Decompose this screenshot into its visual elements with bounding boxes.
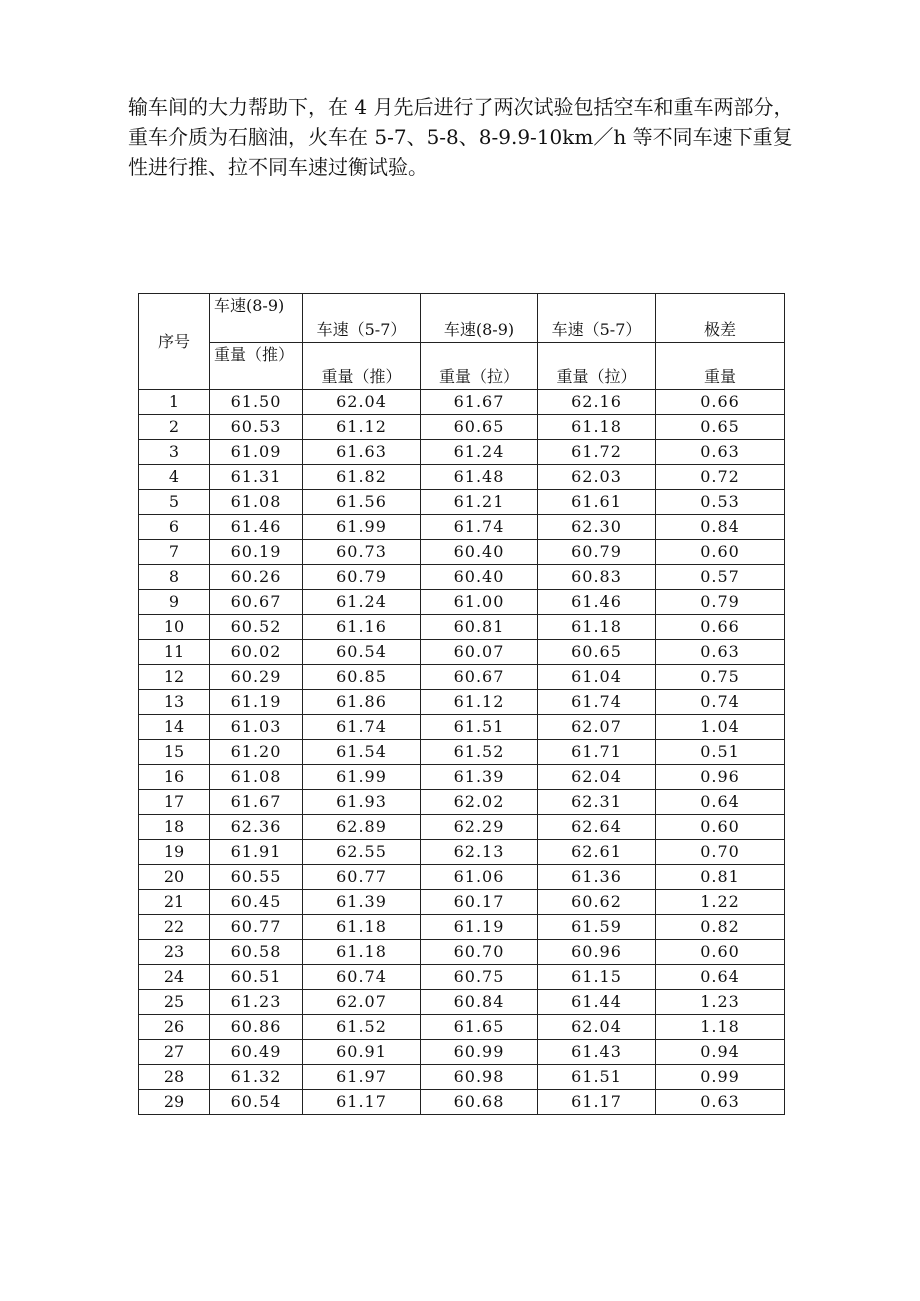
weighing-test-table (138, 293, 785, 1115)
weight-cell: 60.54 (210, 1090, 303, 1115)
range-cell: 1.18 (656, 1015, 785, 1040)
range-cell: 1.23 (656, 990, 785, 1015)
weight-cell: 62.04 (303, 390, 421, 415)
weight-cell: 60.40 (421, 540, 538, 565)
weight-cell: 60.65 (421, 415, 538, 440)
weight-cell: 60.54 (303, 640, 421, 665)
weight-cell: 60.81 (421, 615, 538, 640)
weight-cell: 61.17 (303, 1090, 421, 1115)
table-row (139, 690, 785, 715)
row-index-cell: 28 (139, 1065, 210, 1090)
weight-cell: 61.56 (303, 490, 421, 515)
weight-cell: 61.06 (421, 865, 538, 890)
table-row (139, 840, 785, 865)
row-index-cell: 7 (139, 540, 210, 565)
weight-cell: 61.00 (421, 590, 538, 615)
weight-cell: 61.18 (303, 940, 421, 965)
row-index-cell: 23 (139, 940, 210, 965)
weight-cell: 60.73 (303, 540, 421, 565)
weight-cell: 60.26 (210, 565, 303, 590)
intro-line: 性进行推、拉不同车速过衡试验。 (128, 155, 428, 179)
weight-cell: 61.97 (303, 1065, 421, 1090)
weight-cell: 62.13 (421, 840, 538, 865)
weight-cell: 61.86 (303, 690, 421, 715)
intro-line: 重车介质为石脑油，火车在 5-7、5-8、8-9.9-10km／h 等不同车速下重复 (128, 125, 793, 149)
weight-cell: 61.74 (303, 715, 421, 740)
weight-cell: 61.50 (210, 390, 303, 415)
weight-cell: 61.63 (303, 440, 421, 465)
weight-cell: 62.30 (538, 515, 656, 540)
weight-cell: 62.07 (303, 990, 421, 1015)
header-index: 序号 (139, 294, 210, 390)
table-row (139, 915, 785, 940)
weight-cell: 61.12 (303, 415, 421, 440)
weight-cell: 60.96 (538, 940, 656, 965)
header-weight: 重量（拉） (538, 343, 656, 390)
weight-cell: 61.67 (210, 790, 303, 815)
range-cell: 0.51 (656, 740, 785, 765)
range-cell: 0.63 (656, 440, 785, 465)
range-cell: 0.72 (656, 465, 785, 490)
weight-cell: 61.72 (538, 440, 656, 465)
weight-cell: 60.67 (421, 665, 538, 690)
intro-paragraph (128, 92, 808, 182)
weight-cell: 61.71 (538, 740, 656, 765)
header-speed: 车速(8-9) (210, 294, 303, 343)
weight-cell: 61.21 (421, 490, 538, 515)
header-weight: 重量（推） (210, 343, 303, 390)
weight-cell: 60.02 (210, 640, 303, 665)
row-index-cell: 19 (139, 840, 210, 865)
range-cell: 0.53 (656, 490, 785, 515)
weight-cell: 60.29 (210, 665, 303, 690)
table-row (139, 990, 785, 1015)
row-index-cell: 14 (139, 715, 210, 740)
row-index-cell: 2 (139, 415, 210, 440)
table-row (139, 390, 785, 415)
range-cell: 0.66 (656, 615, 785, 640)
table-row (139, 440, 785, 465)
range-cell: 1.22 (656, 890, 785, 915)
weight-cell: 61.18 (538, 615, 656, 640)
weight-cell: 61.12 (421, 690, 538, 715)
header-weight: 重量 (656, 343, 785, 390)
weight-cell: 61.93 (303, 790, 421, 815)
weight-cell: 62.36 (210, 815, 303, 840)
weight-cell: 60.85 (303, 665, 421, 690)
weight-cell: 61.09 (210, 440, 303, 465)
table-row (139, 415, 785, 440)
row-index-cell: 9 (139, 590, 210, 615)
table-row (139, 540, 785, 565)
range-cell: 0.70 (656, 840, 785, 865)
weight-cell: 61.54 (303, 740, 421, 765)
weight-cell: 60.52 (210, 615, 303, 640)
row-index-cell: 6 (139, 515, 210, 540)
row-index-cell: 22 (139, 915, 210, 940)
header-row-top (139, 294, 785, 343)
weight-cell: 61.74 (421, 515, 538, 540)
weight-cell: 60.74 (303, 965, 421, 990)
weight-cell: 60.67 (210, 590, 303, 615)
row-index-cell: 18 (139, 815, 210, 840)
row-index-cell: 1 (139, 390, 210, 415)
range-cell: 0.57 (656, 565, 785, 590)
weight-cell: 61.18 (303, 915, 421, 940)
row-index-cell: 4 (139, 465, 210, 490)
weight-cell: 61.19 (421, 915, 538, 940)
weight-cell: 61.44 (538, 990, 656, 1015)
range-cell: 0.60 (656, 940, 785, 965)
weight-cell: 61.59 (538, 915, 656, 940)
range-cell: 0.66 (656, 390, 785, 415)
weight-cell: 61.51 (538, 1065, 656, 1090)
range-cell: 0.99 (656, 1065, 785, 1090)
weight-cell: 62.61 (538, 840, 656, 865)
range-cell: 0.63 (656, 1090, 785, 1115)
weight-cell: 60.84 (421, 990, 538, 1015)
table-row (139, 1090, 785, 1115)
weight-cell: 60.91 (303, 1040, 421, 1065)
table-row (139, 640, 785, 665)
weight-cell: 61.82 (303, 465, 421, 490)
weight-cell: 61.46 (210, 515, 303, 540)
header-range: 极差 (656, 294, 785, 343)
weight-cell: 61.52 (303, 1015, 421, 1040)
range-cell: 0.74 (656, 690, 785, 715)
weight-cell: 60.86 (210, 1015, 303, 1040)
table-row (139, 815, 785, 840)
range-cell: 0.63 (656, 640, 785, 665)
table-row (139, 665, 785, 690)
range-cell: 0.84 (656, 515, 785, 540)
header-speed: 车速（5-7） (538, 294, 656, 343)
weight-cell: 61.36 (538, 865, 656, 890)
row-index-cell: 27 (139, 1040, 210, 1065)
weight-cell: 61.15 (538, 965, 656, 990)
range-cell: 0.96 (656, 765, 785, 790)
table-row (139, 740, 785, 765)
row-index-cell: 25 (139, 990, 210, 1015)
header-row-bottom (139, 343, 785, 390)
row-index-cell: 16 (139, 765, 210, 790)
weight-cell: 61.19 (210, 690, 303, 715)
weight-cell: 60.77 (210, 915, 303, 940)
row-index-cell: 5 (139, 490, 210, 515)
row-index-cell: 24 (139, 965, 210, 990)
weight-cell: 61.46 (538, 590, 656, 615)
weight-cell: 61.08 (210, 765, 303, 790)
weight-cell: 61.31 (210, 465, 303, 490)
weight-cell: 60.77 (303, 865, 421, 890)
weight-cell: 60.62 (538, 890, 656, 915)
row-index-cell: 11 (139, 640, 210, 665)
weight-cell: 61.04 (538, 665, 656, 690)
weight-cell: 61.74 (538, 690, 656, 715)
row-index-cell: 21 (139, 890, 210, 915)
weight-cell: 61.51 (421, 715, 538, 740)
weight-cell: 62.16 (538, 390, 656, 415)
weight-cell: 60.40 (421, 565, 538, 590)
table-row (139, 715, 785, 740)
row-index-cell: 26 (139, 1015, 210, 1040)
weight-cell: 62.03 (538, 465, 656, 490)
range-cell: 0.94 (656, 1040, 785, 1065)
weight-cell: 61.32 (210, 1065, 303, 1090)
table-row (139, 965, 785, 990)
weight-cell: 60.79 (538, 540, 656, 565)
weight-cell: 61.61 (538, 490, 656, 515)
row-index-cell: 10 (139, 615, 210, 640)
weight-cell: 61.48 (421, 465, 538, 490)
range-cell: 0.79 (656, 590, 785, 615)
weight-cell: 60.51 (210, 965, 303, 990)
table-row (139, 590, 785, 615)
weight-cell: 60.49 (210, 1040, 303, 1065)
weight-cell: 61.99 (303, 765, 421, 790)
row-index-cell: 20 (139, 865, 210, 890)
weight-cell: 61.23 (210, 990, 303, 1015)
weight-cell: 61.39 (303, 890, 421, 915)
weight-cell: 60.58 (210, 940, 303, 965)
header-speed: 车速(8-9) (421, 294, 538, 343)
row-index-cell: 12 (139, 665, 210, 690)
weight-cell: 60.79 (303, 565, 421, 590)
weight-cell: 62.89 (303, 815, 421, 840)
weight-cell: 61.20 (210, 740, 303, 765)
range-cell: 0.60 (656, 540, 785, 565)
weight-cell: 61.03 (210, 715, 303, 740)
weight-cell: 61.18 (538, 415, 656, 440)
weight-cell: 60.68 (421, 1090, 538, 1115)
weight-cell: 60.65 (538, 640, 656, 665)
weight-cell: 60.55 (210, 865, 303, 890)
weight-cell: 61.39 (421, 765, 538, 790)
weight-cell: 60.98 (421, 1065, 538, 1090)
weight-cell: 60.53 (210, 415, 303, 440)
weight-cell: 61.67 (421, 390, 538, 415)
table-row (139, 465, 785, 490)
weight-cell: 60.99 (421, 1040, 538, 1065)
weight-cell: 61.16 (303, 615, 421, 640)
range-cell: 0.64 (656, 790, 785, 815)
weight-cell: 62.31 (538, 790, 656, 815)
row-index-cell: 13 (139, 690, 210, 715)
row-index-cell: 17 (139, 790, 210, 815)
table-row (139, 490, 785, 515)
weight-cell: 61.24 (421, 440, 538, 465)
header-weight: 重量（推） (303, 343, 421, 390)
weight-cell: 62.04 (538, 1015, 656, 1040)
weight-cell: 61.99 (303, 515, 421, 540)
range-cell: 0.81 (656, 865, 785, 890)
weight-cell: 60.07 (421, 640, 538, 665)
table-row (139, 765, 785, 790)
weight-cell: 61.91 (210, 840, 303, 865)
table-row (139, 1040, 785, 1065)
table-row (139, 890, 785, 915)
row-index-cell: 29 (139, 1090, 210, 1115)
row-index-cell: 3 (139, 440, 210, 465)
weight-cell: 60.75 (421, 965, 538, 990)
weight-cell: 62.04 (538, 765, 656, 790)
weight-cell: 61.24 (303, 590, 421, 615)
weight-cell: 60.70 (421, 940, 538, 965)
range-cell: 0.60 (656, 815, 785, 840)
table-row (139, 515, 785, 540)
header-weight: 重量（拉） (421, 343, 538, 390)
row-index-cell: 15 (139, 740, 210, 765)
table-row (139, 865, 785, 890)
weight-cell: 61.17 (538, 1090, 656, 1115)
table-row (139, 940, 785, 965)
weight-cell: 62.02 (421, 790, 538, 815)
range-cell: 0.65 (656, 415, 785, 440)
weight-cell: 60.19 (210, 540, 303, 565)
weight-cell: 61.65 (421, 1015, 538, 1040)
range-cell: 0.82 (656, 915, 785, 940)
range-cell: 1.04 (656, 715, 785, 740)
header-speed: 车速（5-7） (303, 294, 421, 343)
weight-cell: 62.07 (538, 715, 656, 740)
intro-line: 输车间的大力帮助下，在 4 月先后进行了两次试验包括空车和重车两部分， (128, 95, 794, 119)
weight-cell: 60.45 (210, 890, 303, 915)
table-row (139, 565, 785, 590)
weight-cell: 62.64 (538, 815, 656, 840)
table-row (139, 1015, 785, 1040)
weight-cell: 61.43 (538, 1040, 656, 1065)
range-cell: 0.64 (656, 965, 785, 990)
weight-cell: 62.55 (303, 840, 421, 865)
weight-cell: 60.83 (538, 565, 656, 590)
row-index-cell: 8 (139, 565, 210, 590)
range-cell: 0.75 (656, 665, 785, 690)
table-row (139, 615, 785, 640)
weight-cell: 60.17 (421, 890, 538, 915)
weight-cell: 61.08 (210, 490, 303, 515)
table-row (139, 1065, 785, 1090)
weight-cell: 61.52 (421, 740, 538, 765)
weight-cell: 62.29 (421, 815, 538, 840)
table-row (139, 790, 785, 815)
